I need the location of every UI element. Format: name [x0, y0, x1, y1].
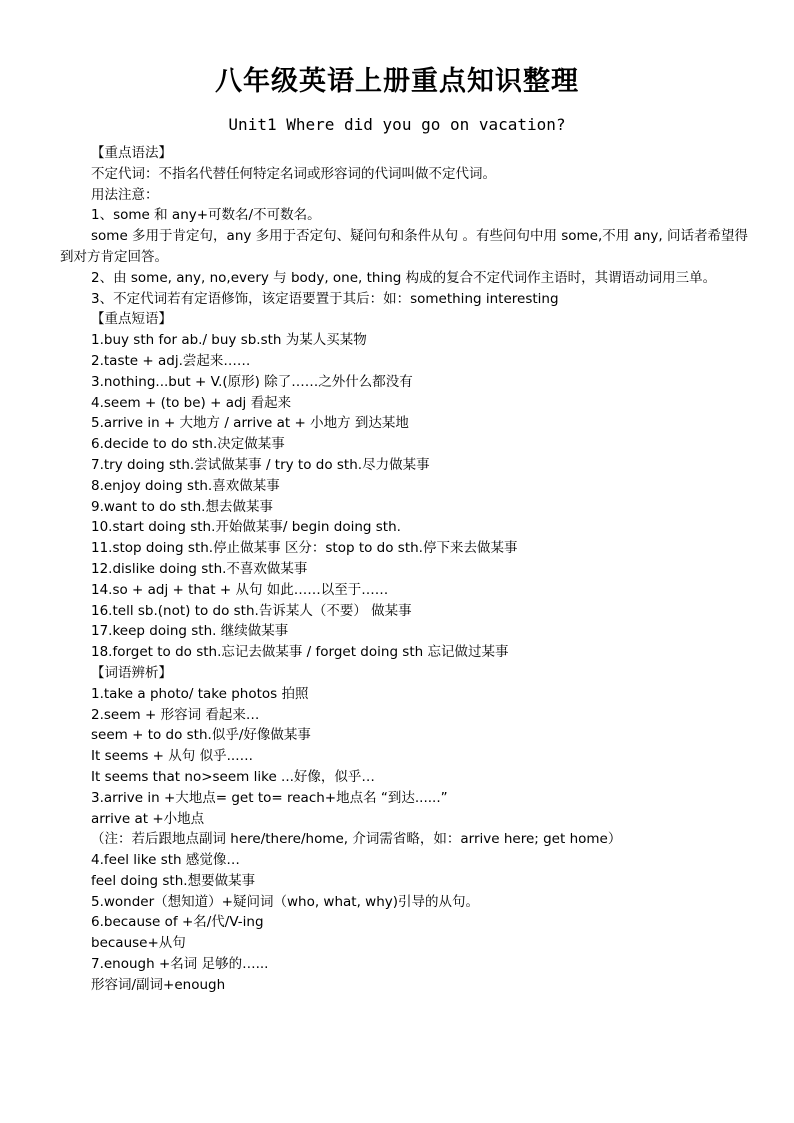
text-line: 4.seem + (to be) + adj 看起来 — [91, 394, 292, 411]
text-line: 10.start doing sth.开始做某事/ begin doing sth. — [91, 519, 401, 536]
text-line: seem + to do sth.似乎/好像做某事 — [91, 727, 311, 744]
text-line: 1.take a photo/ take photos 拍照 — [91, 685, 309, 702]
section-heading: 【词语辨析】 — [91, 664, 172, 681]
text-line: 6.decide to do sth.决定做某事 — [91, 436, 285, 453]
text-line: feel doing sth.想要做某事 — [91, 872, 256, 889]
text-line: 8.enjoy doing sth.喜欢做某事 — [91, 477, 280, 494]
text-line: 5.arrive in + 大地方 / arrive at + 小地方 到达某地 — [91, 415, 409, 432]
text-line: arrive at +小地点 — [91, 810, 205, 827]
text-line: 14.so + adj + that + 从句 如此……以至于…… — [91, 581, 389, 598]
text-line: 16.tell sb.(not) to do sth.告诉某人（不要） 做某事 — [91, 602, 412, 619]
text-line: It seems that no>seem like ...好像，似乎… — [91, 768, 375, 785]
text-line: 1、some 和 any+可数名/不可数名。 — [91, 207, 321, 224]
text-line: some 多用于肯定句，any 多用于否定句、疑问句和条件从句 。有些问句中用 some,不用 any, 问话者希望得到对方肯定回答。 — [60, 228, 748, 265]
text-line: 2.seem + 形容词 看起来… — [91, 706, 260, 723]
text-line: 形容词/副词+enough — [91, 976, 226, 993]
text-line: 3、不定代词若有定语修饰，该定语要置于其后：如：something interesting — [91, 290, 559, 307]
text-line: 用法注意： — [91, 186, 159, 203]
section-heading: 【重点语法】 — [91, 145, 172, 161]
text-line: （注：若后跟地点副词 here/there/home, 介词需省略，如：arrive here; get home） — [91, 831, 622, 848]
text-line: 3.arrive in +大地点= get to= reach+地点名 “到达......” — [91, 789, 448, 806]
unit-title: Unit1 Where did you go on vacation? — [228, 115, 566, 134]
document-body — [60, 143, 750, 996]
text-line: 7.enough +名词 足够的…... — [91, 956, 269, 973]
text-line: 9.want to do sth.想去做某事 — [91, 498, 273, 515]
text-line: 5.wonder（想知道）+疑问词（who, what, why)引导的从句。 — [91, 893, 480, 910]
text-line: 1.buy sth for ab./ buy sb.sth 为某人买某物 — [91, 332, 367, 349]
text-line: 18.forget to do sth.忘记去做某事 / forget doing sth 忘记做过某事 — [91, 644, 509, 661]
text-line: 6.because of +名/代/V-ing — [91, 914, 264, 931]
text-line: 11.stop doing sth.停止做某事 区分：stop to do sth.停下来去做某事 — [91, 540, 518, 557]
text-line: 3.nothing...but + V.(原形) 除了……之外什么都没有 — [91, 373, 413, 390]
text-line: 2、由 some, any, no,every 与 body, one, thing 构成的复合不定代词作主语时，其谓语动词用三单。 — [91, 269, 717, 286]
text-line: It seems + 从句 似乎..…. — [91, 748, 253, 765]
section-heading: 【重点短语】 — [91, 311, 172, 328]
text-line: 2.taste + adj.尝起来…… — [91, 352, 251, 369]
text-line: 12.dislike doing sth.不喜欢做某事 — [91, 560, 308, 577]
text-line: because+从句 — [91, 935, 186, 952]
document-title: 八年级英语上册重点知识整理 — [215, 66, 579, 97]
text-line: 17.keep doing sth. 继续做某事 — [91, 623, 289, 640]
text-line: 7.try doing sth.尝试做某事 / try to do sth.尽力做某事 — [91, 456, 430, 473]
text-line: 不定代词：不指名代替任何特定名词或形容词的代词叫做不定代词。 — [91, 165, 496, 182]
text-line: 4.feel like sth 感觉像… — [91, 852, 240, 869]
